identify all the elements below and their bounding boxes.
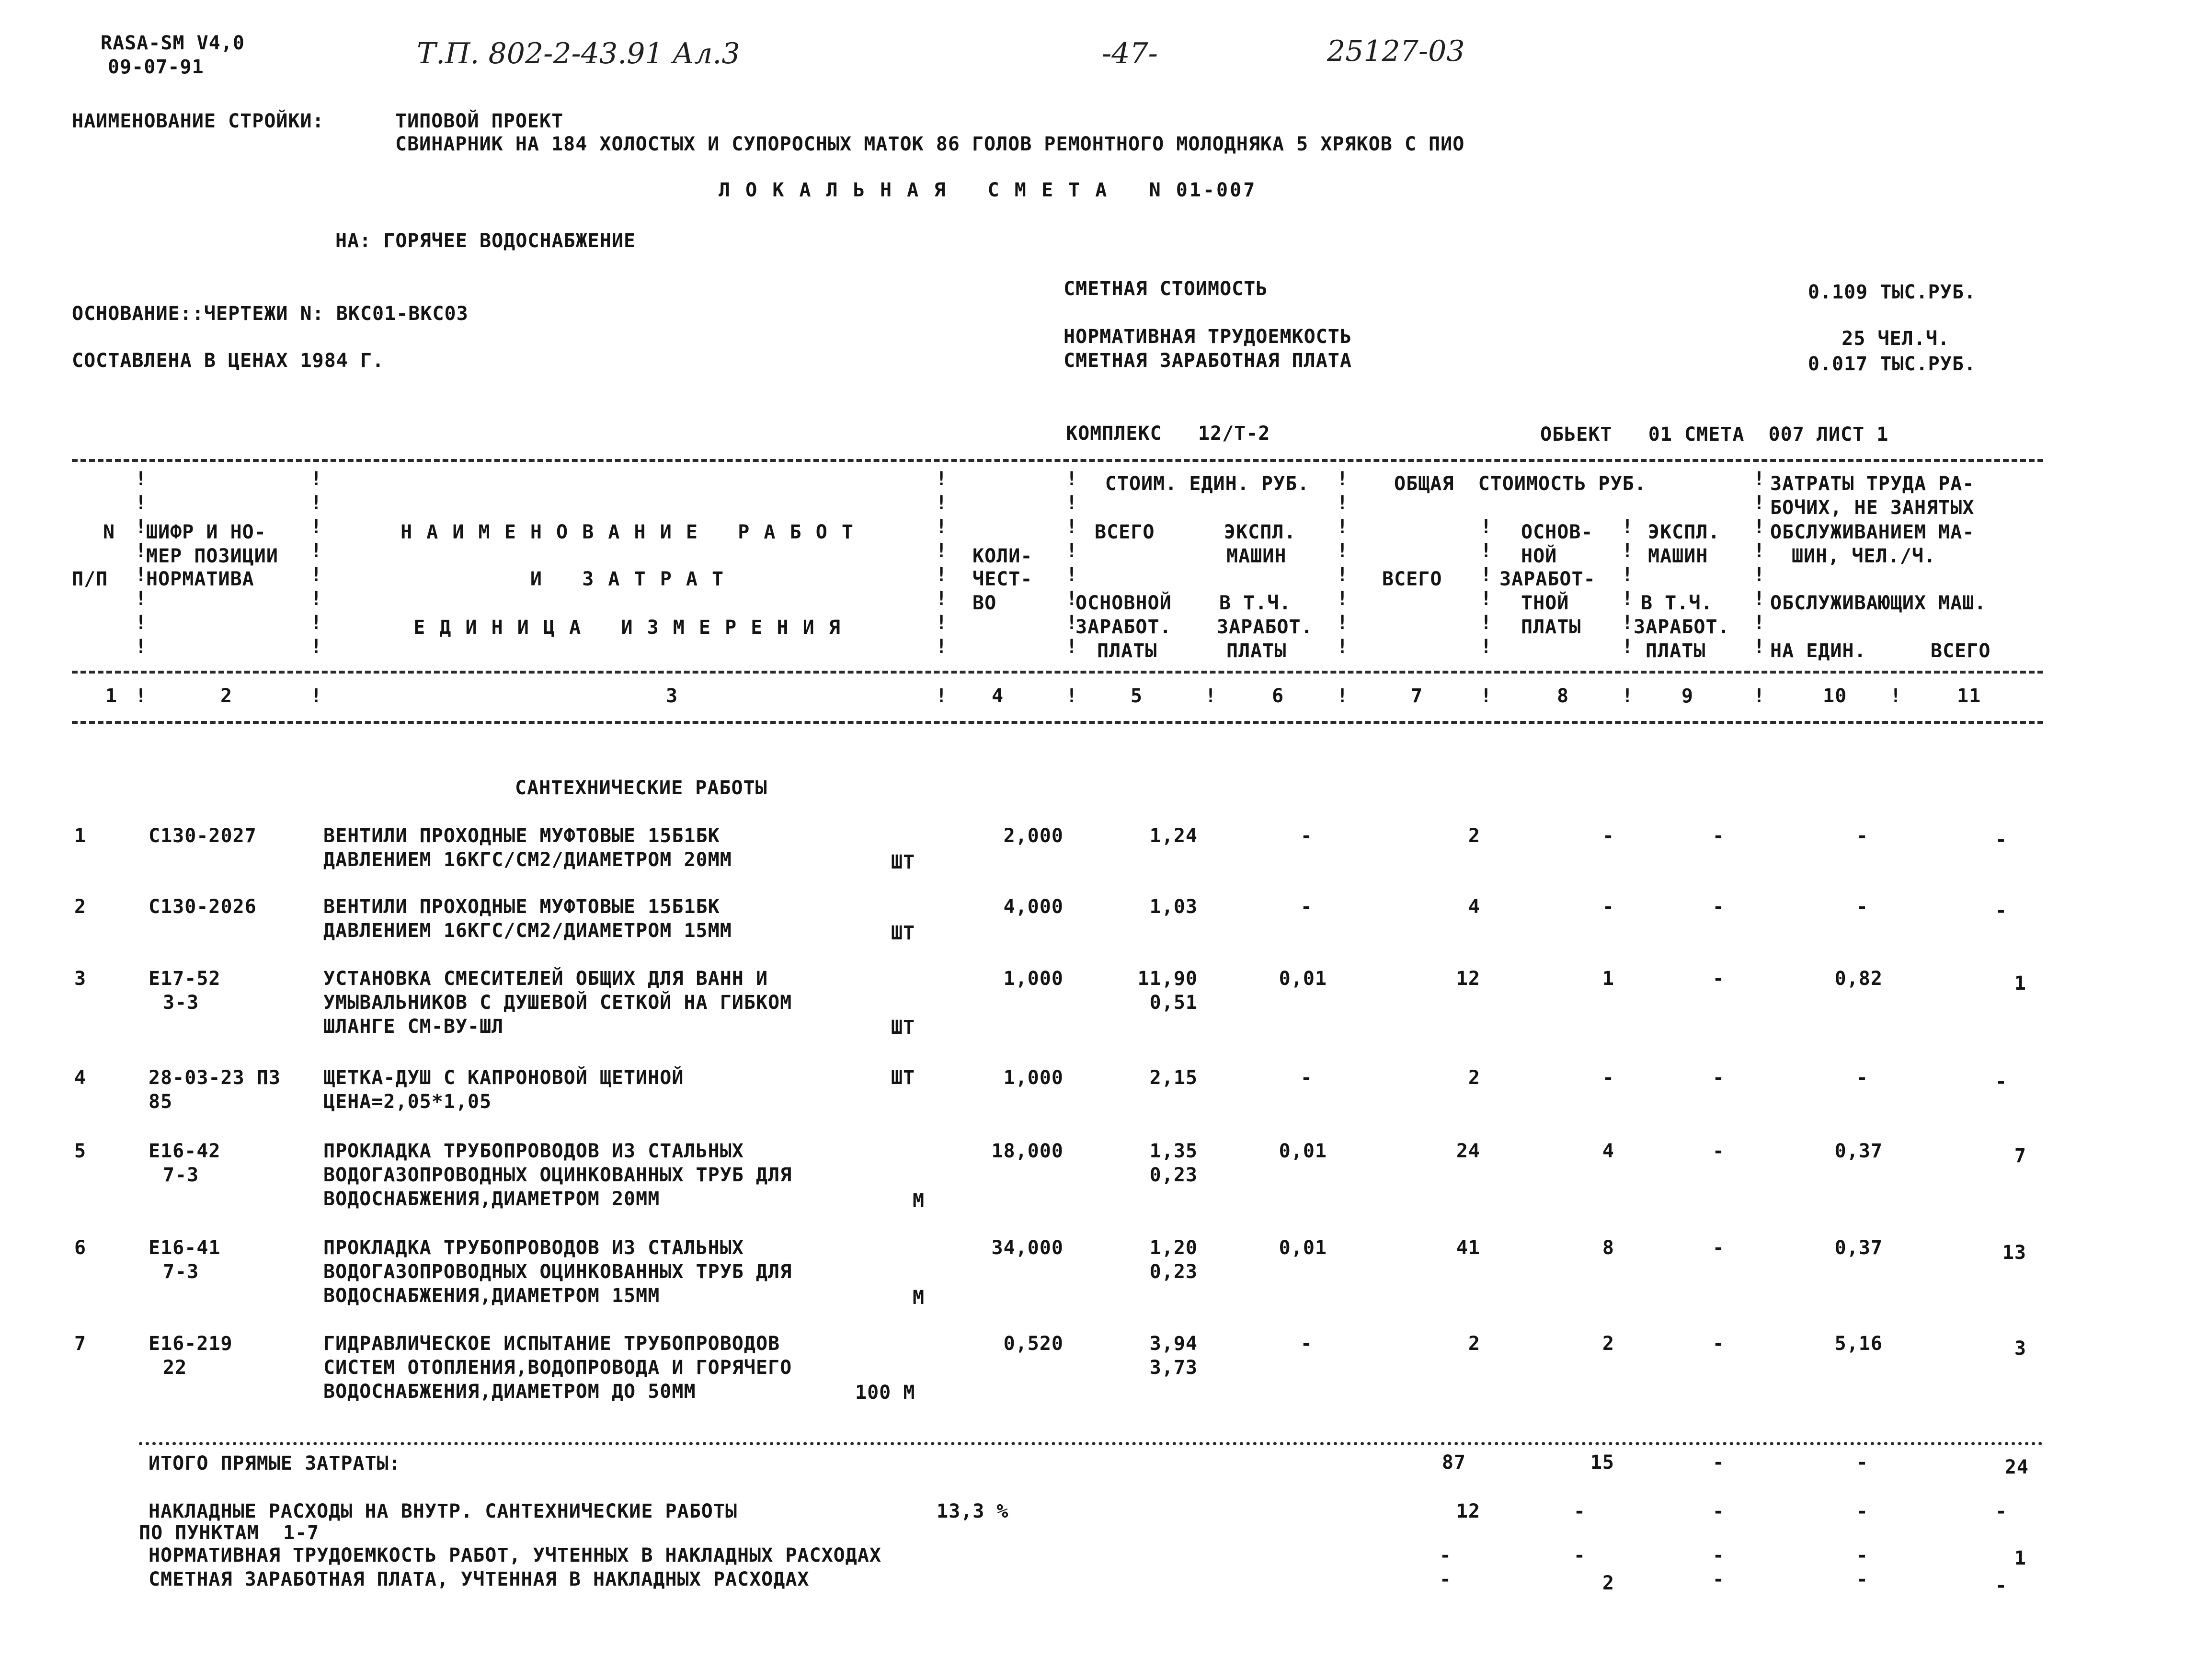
overhead-c11: - (1995, 1500, 2007, 1522)
header-c8-5: ПЛАТЫ (1521, 616, 1581, 638)
row-total-machines: - (1712, 1067, 1725, 1089)
col-num: 5 (1131, 685, 1143, 707)
page-number: -47- (1102, 37, 1158, 70)
row-name: УМЫВАЛЬНИКОВ С ДУШЕВОЙ СЕТКОЙ НА ГИБКОМ (323, 992, 792, 1014)
overhead-labor-c7: - (1439, 1544, 1452, 1566)
row-total: 24 (1456, 1140, 1480, 1162)
header-labor-1: ЗАТРАТЫ ТРУДА РА- (1770, 473, 1975, 495)
cost-value: 0.109 ТЫС.РУБ. (1807, 281, 1976, 303)
header-name-1: Н А И М Е Н О В А Н И Е Р А Б О Т (400, 521, 855, 543)
row-qty: 1,000 (1003, 1067, 1064, 1089)
row-labor-total: 7 (2014, 1145, 2026, 1167)
header-c8-2: НОЙ (1521, 545, 1557, 567)
header-name-2: И З А Т Р А Т (530, 568, 725, 590)
header-c6-3: В Т.Ч. (1219, 592, 1292, 614)
header-c5-1: ВСЕГО (1095, 521, 1155, 543)
row-unit-wage: 0,23 (1149, 1261, 1198, 1283)
row-total-machines: - (1712, 896, 1725, 918)
header-c5-4: ПЛАТЫ (1097, 640, 1157, 662)
header-qty-2: ЧЕСТ- (972, 568, 1033, 590)
row-labor-unit: - (1856, 1067, 1868, 1089)
header-c9-3: В Т.Ч. (1641, 592, 1713, 614)
row-total-machines: - (1712, 968, 1725, 990)
row-labor-unit: - (1856, 896, 1868, 918)
basis-line: ОСНОВАНИЕ::ЧЕРТЕЖИ N: ВКС01-ВКС03 (72, 303, 469, 325)
row-qty: 2,000 (1003, 825, 1064, 847)
header-c9-4: ЗАРАБОТ. (1634, 616, 1730, 638)
row-total-machines: - (1712, 1140, 1725, 1162)
row-code: 22 (163, 1357, 187, 1379)
col-num: 1 (105, 685, 118, 707)
row-labor-total: 13 (2002, 1242, 2026, 1264)
col-num: 3 (666, 685, 678, 707)
header-c9-1: ЭКСПЛ. (1648, 521, 1720, 543)
header-qty-1: КОЛИ- (972, 545, 1033, 567)
header-labor-3: ОБСЛУЖИВАНИЕМ МА- (1770, 521, 1975, 543)
header-c8-3: ЗАРАБОТ- (1499, 568, 1596, 590)
header-bottom-rule (72, 721, 2043, 724)
row-unit-machines: - (1300, 825, 1313, 847)
col-num: 10 (1823, 685, 1847, 707)
header-labor-machines: ОБСЛУЖИВАЮЩИХ МАШ. (1770, 592, 1987, 614)
header-c5-3: ЗАРАБОТ. (1075, 616, 1172, 638)
row-total: 41 (1456, 1237, 1480, 1259)
column-separator: ! ! ! ! ! ! ! ! (310, 468, 322, 658)
row-code: 7-3 (163, 1261, 199, 1283)
header-c6-2: МАШИН (1226, 545, 1287, 567)
row-total-machines: - (1712, 825, 1725, 847)
overhead-c8: - (1573, 1500, 1586, 1522)
column-separator: ! ! ! ! ! ! ! ! (1337, 468, 1349, 658)
row-name: ЩЕТКА-ДУШ С КАПРОНОВОЙ ЩЕТИНОЙ (323, 1067, 684, 1089)
column-separator: ! ! ! ! ! ! ! ! (135, 468, 147, 658)
column-separator: ! (1480, 685, 1492, 707)
overhead-wage-c9: - (1712, 1568, 1725, 1590)
wage-value: 0.017 ТЫС.РУБ. (1807, 353, 1976, 375)
row-labor-unit: 5,16 (1834, 1333, 1883, 1355)
overhead-wage-c8: 2 (1602, 1572, 1614, 1594)
project-reference: Т.П. 802-2-43.91 Ал.3 (417, 37, 740, 70)
row-number: 6 (74, 1237, 87, 1259)
column-separator: ! ! ! ! ! ! (1480, 516, 1492, 658)
totals-c7: 87 (1441, 1451, 1466, 1474)
row-code: 3-3 (163, 992, 199, 1014)
row-number: 1 (74, 825, 87, 847)
row-total-wage: 1 (1602, 968, 1614, 990)
row-unit: ШТ (891, 851, 915, 873)
row-name: УСТАНОВКА СМЕСИТЕЛЕЙ ОБЩИХ ДЛЯ ВАНН И (323, 968, 768, 990)
header-code-1: ШИФР И НО- (146, 521, 266, 543)
row-name: ПРОКЛАДКА ТРУБОПРОВОДОВ ИЗ СТАЛЬНЫХ (323, 1140, 744, 1162)
row-name: ПРОКЛАДКА ТРУБОПРОВОДОВ ИЗ СТАЛЬНЫХ (323, 1237, 744, 1259)
row-unit-machines: - (1300, 1333, 1313, 1355)
row-code: Е17-52 (149, 968, 221, 990)
row-code: Е16-41 (149, 1237, 221, 1259)
row-total: 2 (1468, 825, 1480, 847)
overhead-labor-label: НОРМАТИВНАЯ ТРУДОЕМКОСТЬ РАБОТ, УЧТЕННЫХ В НАКЛАДНЫХ РАСХОДАХ (149, 1544, 882, 1566)
header-code-2: МЕР ПОЗИЦИИ (146, 545, 278, 567)
row-unit-price: 3,94 (1149, 1333, 1198, 1355)
row-name: ШЛАНГЕ СМ-ВУ-ШЛ (323, 1016, 504, 1038)
row-labor-total: - (1995, 1071, 2007, 1093)
header-c6-5: ПЛАТЫ (1226, 640, 1287, 662)
print-date: 09-07-91 (108, 56, 204, 78)
overhead-wage-c11: - (1995, 1575, 2007, 1597)
header-c5-2: ОСНОВНОЙ (1075, 592, 1172, 614)
row-total-wage: 8 (1602, 1237, 1614, 1259)
row-unit-wage: 0,23 (1149, 1164, 1198, 1186)
row-labor-unit: - (1856, 825, 1868, 847)
overhead-labor-c9: - (1712, 1544, 1725, 1566)
row-number: 5 (74, 1140, 87, 1162)
row-labor-total: - (1995, 900, 2007, 922)
header-name-3: Е Д И Н И Ц А И З М Е Р Е Н И Я (413, 617, 842, 639)
col-num: 6 (1272, 685, 1284, 707)
header-code-3: НОРМАТИВА (146, 568, 254, 590)
row-unit: М (913, 1190, 925, 1212)
row-name: ДАВЛЕНИЕМ 16КГС/СМ2/ДИАМЕТРОМ 20ММ (323, 849, 732, 871)
row-code: Е16-42 (149, 1140, 221, 1162)
column-separator: ! (135, 685, 147, 707)
row-name: ВОДОСНАБЖЕНИЯ,ДИАМЕТРОМ 20ММ (323, 1188, 660, 1210)
header-c8-4: ТНОЙ (1521, 592, 1569, 614)
cost-label: СМЕТНАЯ СТОИМОСТЬ (1064, 278, 1268, 300)
overhead-wage-label: СМЕТНАЯ ЗАРАБОТНАЯ ПЛАТА, УЧТЕННАЯ В НАКЛАДНЫХ РАСХОДАХ (149, 1568, 810, 1590)
header-c6-4: ЗАРАБОТ. (1217, 616, 1313, 638)
construction-line-1: ТИПОВОЙ ПРОЕКТ (395, 110, 564, 132)
column-separator: ! (310, 685, 322, 707)
column-separator: ! (936, 685, 948, 707)
row-name: ВОДОСНАБЖЕНИЯ,ДИАМЕТРОМ ДО 50ММ (323, 1381, 696, 1403)
row-number: 7 (74, 1333, 87, 1355)
row-name: ВОДОСНАБЖЕНИЯ,ДИАМЕТРОМ 15ММ (323, 1285, 660, 1307)
row-code: Е16-219 (149, 1333, 233, 1355)
row-qty: 1,000 (1003, 968, 1064, 990)
row-labor-unit: 0,37 (1834, 1140, 1883, 1162)
program-stamp: RASA-SM V4,0 (101, 32, 245, 54)
row-total-wage: - (1602, 896, 1614, 918)
row-labor-total: 3 (2014, 1337, 2026, 1360)
header-num: N (103, 521, 115, 543)
row-unit: ШТ (891, 922, 915, 944)
header-total-cost-group: ОБЩАЯ СТОИМОСТЬ РУБ. (1394, 473, 1647, 495)
row-code: 7-3 (163, 1164, 199, 1186)
totals-label: ИТОГО ПРЯМЫЕ ЗАТРАТЫ: (149, 1452, 401, 1474)
row-name: ГИДРАВЛИЧЕСКОЕ ИСПЫТАНИЕ ТРУБОПРОВОДОВ (323, 1333, 780, 1355)
header-unit-price-group: СТОИМ. ЕДИН. РУБ. (1105, 473, 1310, 495)
totals-c10: - (1856, 1451, 1868, 1474)
overhead-labor-c8: - (1573, 1544, 1586, 1566)
header-c6-1: ЭКСПЛ. (1224, 521, 1296, 543)
row-total-machines: - (1712, 1237, 1725, 1259)
row-unit-machines: - (1300, 1067, 1313, 1089)
overhead-c9: - (1712, 1500, 1725, 1522)
row-total-wage: 2 (1602, 1333, 1614, 1355)
row-labor-total: 1 (2014, 972, 2026, 994)
overhead-percent: 13,3 % (937, 1500, 1009, 1522)
column-separator: ! ! ! ! ! ! ! ! (1753, 468, 1765, 658)
col-num: 9 (1681, 685, 1694, 707)
estimate-subject: НА: ГОРЯЧЕЕ ВОДОСНАБЖЕНИЕ (335, 230, 636, 252)
row-unit-wage: 3,73 (1149, 1357, 1198, 1379)
row-number: 3 (74, 968, 87, 990)
header-c10: НА ЕДИН. (1770, 640, 1866, 662)
row-qty: 4,000 (1003, 896, 1064, 918)
overhead-items: ПО ПУНКТАМ 1-7 (139, 1522, 320, 1544)
row-unit-machines: 0,01 (1279, 968, 1327, 990)
row-name: ВЕНТИЛИ ПРОХОДНЫЕ МУФТОВЫЕ 15Б1БК (323, 896, 720, 918)
column-separator: ! (1890, 685, 1902, 707)
price-basis-line: СОСТАВЛЕНА В ЦЕНАХ 1984 Г. (72, 350, 385, 372)
overhead-c10: - (1856, 1500, 1868, 1522)
row-qty: 34,000 (991, 1237, 1064, 1259)
col-num: 8 (1557, 685, 1569, 707)
row-unit-price: 1,35 (1149, 1140, 1198, 1162)
header-labor-2: БОЧИХ, НЕ ЗАНЯТЫХ (1770, 497, 1975, 519)
row-qty: 18,000 (991, 1140, 1064, 1162)
wage-label: СМЕТНАЯ ЗАРАБОТНАЯ ПЛАТА (1064, 350, 1352, 372)
row-total: 12 (1456, 968, 1480, 990)
totals-c11: 24 (2004, 1456, 2029, 1478)
row-labor-unit: 0,37 (1834, 1237, 1883, 1259)
row-unit-price: 1,20 (1149, 1237, 1198, 1259)
row-name: ЦЕНА=2,05*1,05 (323, 1091, 492, 1113)
overhead-label: НАКЛАДНЫЕ РАСХОДЫ НА ВНУТР. САНТЕХНИЧЕСКИЕ РАБОТЫ (149, 1500, 738, 1522)
row-unit-machines: - (1300, 896, 1313, 918)
row-labor-unit: 0,82 (1834, 968, 1883, 990)
row-name: ВОДОГАЗОПРОВОДНЫХ ОЦИНКОВАННЫХ ТРУБ ДЛЯ (323, 1261, 792, 1283)
column-separator: ! (1066, 685, 1078, 707)
row-unit: ШТ (891, 1067, 915, 1089)
row-unit-price: 1,03 (1149, 896, 1198, 918)
totals-c8: 15 (1590, 1451, 1614, 1474)
header-c9-2: МАШИН (1648, 545, 1708, 567)
column-separator: ! ! ! ! ! ! ! ! (936, 468, 948, 658)
col-num: 11 (1957, 685, 1981, 707)
row-code: С130-2027 (149, 825, 257, 847)
row-number: 4 (74, 1067, 87, 1089)
object-sheet-info: ОБЬЕКТ 01 СМЕТА 007 ЛИСТ 1 (1540, 423, 1889, 446)
totals-c9: - (1712, 1451, 1725, 1474)
header-top-rule (72, 459, 2043, 462)
row-unit: 100 М (855, 1382, 915, 1404)
row-name: СИСТЕМ ОТОПЛЕНИЯ,ВОДОПРОВОДА И ГОРЯЧЕГО (323, 1357, 792, 1379)
header-num-2: П/П (72, 568, 108, 590)
row-qty: 0,520 (1003, 1333, 1064, 1355)
row-name: ВОДОГАЗОПРОВОДНЫХ ОЦИНКОВАННЫХ ТРУБ ДЛЯ (323, 1164, 792, 1186)
row-total: 2 (1468, 1333, 1480, 1355)
row-unit-price: 1,24 (1149, 825, 1198, 847)
row-unit-wage: 0,51 (1149, 992, 1198, 1014)
overhead-labor-c11: 1 (2014, 1547, 2026, 1569)
construction-line-2: СВИНАРНИК НА 184 ХОЛОСТЫХ И СУПОРОСНЫХ МАТОК 86 ГОЛОВ РЕМОНТНОГО МОЛОДНЯКА 5 ХРЯКОВ С ПИО (395, 133, 1465, 155)
header-c11: ВСЕГО (1931, 640, 1991, 662)
row-code: 28-03-23 ПЗ (149, 1067, 281, 1089)
row-code: С130-2026 (149, 896, 257, 918)
row-labor-total: - (1995, 829, 2007, 851)
column-separator: ! ! ! ! ! ! (1622, 516, 1634, 658)
section-title: САНТЕХНИЧЕСКИЕ РАБОТЫ (515, 777, 767, 799)
row-unit-price: 2,15 (1149, 1067, 1198, 1089)
header-mid-rule (72, 671, 2043, 674)
row-total-wage: - (1602, 1067, 1614, 1089)
row-name: ДАВЛЕНИЕМ 16КГС/СМ2/ДИАМЕТРОМ 15ММ (323, 920, 732, 942)
header-qty-3: ВО (972, 592, 997, 614)
row-total-machines: - (1712, 1333, 1725, 1355)
column-separator: ! (1205, 685, 1217, 707)
row-total: 2 (1468, 1067, 1480, 1089)
column-separator: ! (1622, 685, 1634, 707)
document-number: 25127-03 (1327, 34, 1465, 68)
header-c7: ВСЕГО (1382, 568, 1442, 590)
row-number: 2 (74, 896, 87, 918)
header-c9-5: ПЛАТЫ (1646, 640, 1706, 662)
header-labor-4: ШИН, ЧЕЛ./Ч. (1792, 545, 1936, 567)
row-total-wage: 4 (1602, 1140, 1614, 1162)
row-total-wage: - (1602, 825, 1614, 847)
col-num: 2 (220, 685, 233, 707)
overhead-wage-c10: - (1856, 1568, 1868, 1590)
column-separator: ! (1337, 685, 1349, 707)
row-unit-machines: 0,01 (1279, 1140, 1327, 1162)
row-unit: М (913, 1287, 925, 1309)
totals-rule (139, 1442, 2043, 1445)
col-num: 7 (1411, 685, 1423, 707)
header-c8-1: ОСНОВ- (1521, 521, 1593, 543)
overhead-wage-c7: - (1439, 1568, 1452, 1590)
complex-code: КОМПЛЕКС 12/Т-2 (1066, 423, 1270, 445)
labor-label: НОРМАТИВНАЯ ТРУДОЕМКОСТЬ (1064, 326, 1352, 348)
overhead-labor-c10: - (1856, 1544, 1868, 1566)
row-unit: ШТ (891, 1017, 915, 1039)
construction-label: НАИМЕНОВАНИЕ СТРОЙКИ: (72, 110, 324, 132)
row-total: 4 (1468, 896, 1480, 918)
column-separator: ! ! ! ! ! ! ! ! (1066, 468, 1078, 658)
labor-value: 25 ЧЕЛ.Ч. (1841, 328, 1950, 350)
row-unit-price: 11,90 (1137, 968, 1198, 990)
col-num: 4 (992, 685, 1004, 707)
row-code: 85 (149, 1091, 173, 1113)
overhead-c7: 12 (1456, 1500, 1480, 1522)
column-separator: ! (1753, 685, 1765, 707)
page-title: Л О К А Л Ь Н А Я С М Е Т А N 01-007 (719, 179, 1257, 201)
row-unit-machines: 0,01 (1279, 1237, 1327, 1259)
row-name: ВЕНТИЛИ ПРОХОДНЫЕ МУФТОВЫЕ 15Б1БК (323, 825, 720, 847)
